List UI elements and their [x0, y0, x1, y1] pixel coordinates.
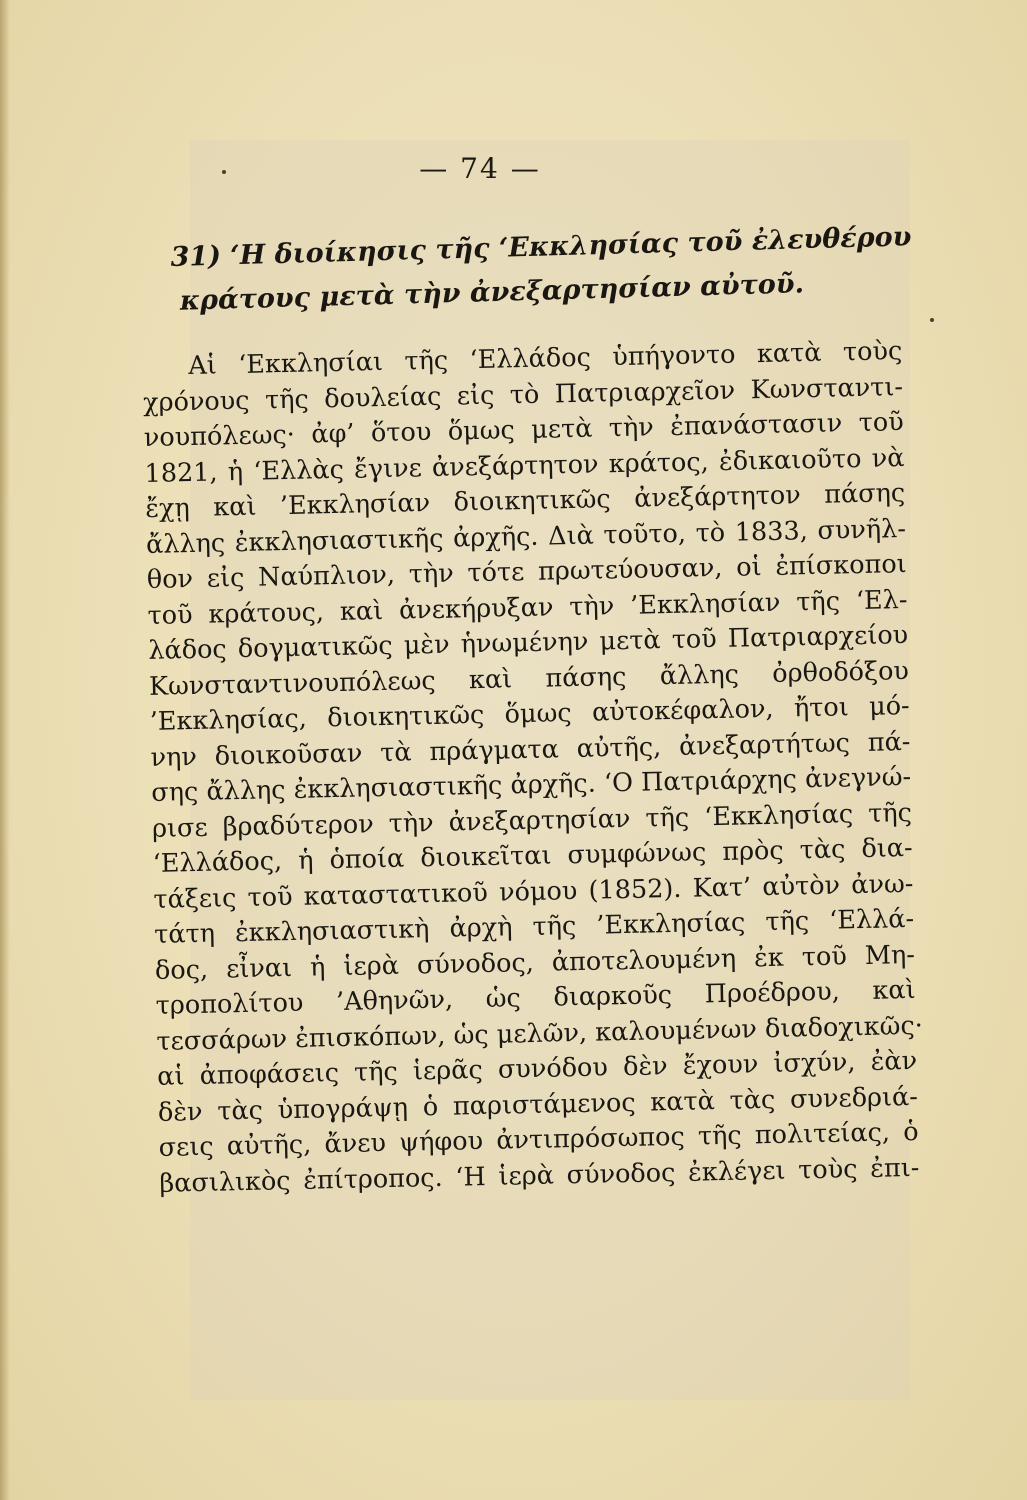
page-left-edge-shadow: [0, 0, 10, 1500]
section-heading-line-2: κράτους μετὰ τὴν ἀνεξαρτησίαν αὐτοῦ.: [179, 268, 805, 317]
text-line: λάδος δογματικῶς μὲν ἡνωμένην μετὰ τοῦ Πατριαρχείου: [147, 620, 909, 666]
text-line: αἱ ἀποφάσεις τῆς ἱερᾶς συνόδου δὲν ἔχουν ἰσχύν, ἐὰν: [156, 1045, 918, 1092]
text-line: ἔχῃ καὶ ’Εκκλησίαν διοικητικῶς ἀνεξάρτητον πάσης: [145, 478, 906, 524]
text-line: σεις αὐτῆς, ἄνευ ψήφου ἀντιπρόσωπος τῆς πολιτείας, ὁ: [158, 1116, 919, 1163]
text-line: νουπόλεως· ἀφ’ ὅτου ὅμως μετὰ τὴν ἐπανάστασιν τοῦ: [143, 407, 904, 453]
speck-mark: [222, 170, 226, 174]
text-line: βασιλικὸς ἐπίτροπος. ‘Η ἱερὰ σύνοδος ἐκλέγει τοὺς ἐπι-: [159, 1152, 920, 1199]
text-line: ἄλλης ἐκκλησιαστικῆς ἀρχῆς. Διὰ τοῦτο, τὸ 1833, συνῆλ-: [145, 513, 907, 560]
section-heading-line-1: 31) ‘Η διοίκησις τῆς ‘Εκκλησίας τοῦ ἐλευθέρου: [170, 221, 912, 273]
text-line: ’Εκκλησίας, διοικητικῶς ὅμως αὐτοκέφαλον, ἤτοι μό-: [149, 691, 910, 737]
text-line: ‘Ελλάδος, ἡ ὁποία διοικεῖται συμφώνως πρὸς τὰς δια-: [152, 832, 913, 879]
page-number: — 74 —: [419, 152, 541, 185]
text-line: 1821, ἡ ‘Ελλὰς ἔγινε ἀνεξάρτητον κράτος, ἐδικαιοῦτο νὰ: [144, 442, 905, 489]
text-line: νην διοικοῦσαν τὰ πράγματα αὐτῆς, ἀνεξαρτήτως πά-: [150, 726, 911, 773]
speck-mark: [930, 318, 934, 322]
text-line: τροπολίτου ’Αθηνῶν, ὡς διαρκοῦς Προέδρου, καὶ: [155, 974, 916, 1021]
text-line: δὲν τὰς ὑπογράψῃ ὁ παριστάμενος κατὰ τὰς συνεδριά-: [157, 1081, 919, 1128]
text-line: τάξεις τοῦ καταστατικοῦ νόμου (1852). Κατ’ αὐτὸν ἀνω-: [153, 868, 914, 915]
text-line: σης ἄλλης ἐκκλησιαστικῆς ἀρχῆς. ‘Ο Πατριάρχης ἀνεγνώ-: [150, 761, 912, 808]
text-line: τοῦ κράτους, καὶ ἀνεκήρυξαν τὴν ’Εκκλησίαν τῆς ‘Ελ-: [147, 584, 908, 631]
text-line: Κωνσταντινουπόλεως καὶ πάσης ἄλλης ὀρθοδόξου: [148, 655, 910, 702]
text-line: χρόνους τῆς δουλείας εἰς τὸ Πατριαρχεῖον Κωνσταντι-: [142, 371, 904, 418]
text-line: Αἱ ‘Εκκλησίαι τῆς ‘Ελλάδος ὑπήγοντο κατὰ τοὺς: [188, 336, 903, 382]
text-line: τεσσάρων ἐπισκόπων, ὡς μελῶν, καλουμένων διαδοχικῶς·: [156, 1010, 924, 1057]
text-line: δος, εἶναι ἡ ἱερὰ σύνοδος, ἀποτελουμένη ἐκ τοῦ Μη-: [154, 939, 916, 986]
text-line: τάτη ἐκκλησιαστικὴ ἀρχὴ τῆς ’Εκκλησίας τῆς ‘Ελλά-: [153, 903, 915, 950]
body-paragraph: [142, 334, 924, 1202]
text-line: θον εἰς Ναύπλιον, τὴν τότε πρωτεύουσαν, οἱ ἐπίσκοποι: [146, 549, 907, 595]
text-line: ρισε βραδύτερον τὴν ἀνεξαρτησίαν τῆς ‘Εκκλησίας τῆς: [151, 797, 913, 844]
